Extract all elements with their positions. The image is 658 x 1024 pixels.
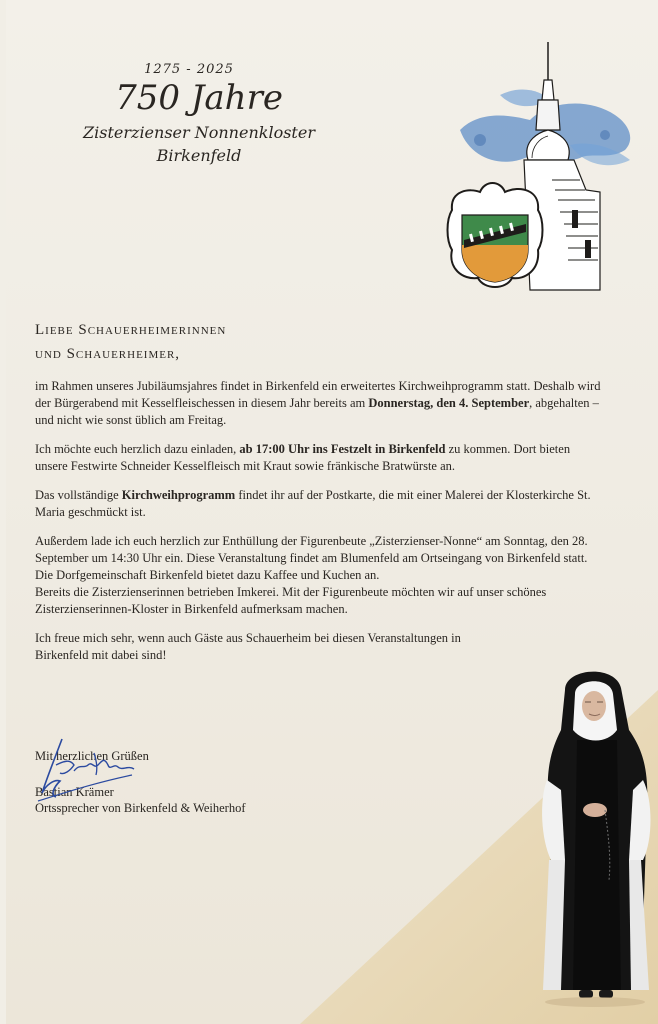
salutation-line-1: Liebe Schauerheimerinnen	[35, 322, 227, 338]
paragraph-3	[35, 487, 605, 521]
paragraph-2-text: Ich möchte euch herzlich dazu einladen,	[35, 442, 240, 456]
paragraph-1	[35, 378, 605, 429]
church-tower-emblem	[440, 40, 640, 315]
monastery-name: Zisterzienser Nonnenkloster	[83, 123, 315, 142]
salutation	[35, 318, 226, 366]
paragraph-5: Bereits die Zisterzienserinnen betrieben Imkerei. Mit der Figurenbeute möchten wir auf unser schönes Zisterzienserinnen-Kloster in Birkenfeld aufmerksam machen.	[35, 585, 547, 616]
salutation-line-2: und Schauerheimer,	[35, 346, 181, 362]
paragraph-2-end: zu kommen. Dort bieten unsere Festwirte Schneider Kesselfleisch mit Kraut sowie fränkische Bratwürste an.	[35, 442, 571, 473]
paragraph-2-time-place: ab 17:00 Uhr ins Festzelt in Birkenfeld	[239, 442, 446, 456]
letter-header	[64, 62, 334, 165]
paragraph-3-end: findet ihr auf der Postkarte, die mit einer Malerei der Klosterkirche St. Maria geschmückt ist.	[35, 488, 591, 519]
closing-greeting: Mit herzlichen Grüßen	[35, 749, 149, 763]
anniversary-years: 1275 - 2025	[144, 62, 234, 77]
handwritten-signature	[34, 735, 139, 805]
paragraph-3-text: Das vollständige	[35, 488, 122, 502]
village-name: Birkenfeld	[156, 146, 242, 165]
anniversary-title: 750 Jahre	[115, 78, 283, 118]
signer-role: Ortssprecher von Birkenfeld & Weiherhof	[35, 801, 246, 815]
paragraph-1-text: im Rahmen unseres Jubiläumsjahres findet in Birkenfeld ein erweitertes Kirchweihprogramm statt. Deshalb wird der Bürgerabend mit Kesselfleischessen in diesem Jahr bereits am	[35, 379, 601, 410]
nun-figure-photo	[525, 660, 658, 1010]
paragraph-1-end: , abgehalten – und nicht wie sonst üblich am Freitag.	[35, 396, 599, 427]
paragraph-6: Ich freue mich sehr, wenn auch Gäste aus Schauerheim bei diesen Veranstaltungen in Birkenfeld mit dabei sind!	[35, 631, 461, 662]
signer-name: Bastian Krämer	[35, 785, 114, 799]
paragraph-3-program: Kirchweihprogramm	[121, 488, 236, 502]
paragraph-1-date: Donnerstag, den 4. September	[368, 396, 530, 410]
letter-body	[35, 378, 605, 676]
paragraph-4: Außerdem lade ich euch herzlich zur Enthüllung der Figurenbeute „Zisterzienser-Nonne“ am Sonntag, den 28. September um 14:30 Uhr ein. Diese Veranstaltung findet am Blumenfeld am Ortseingang von Birkenfeld statt. Die Dorfgemeinschaft Birkenfeld bietet dazu Kaffee und Kuchen an.	[35, 534, 588, 582]
paragraph-2	[35, 441, 605, 475]
